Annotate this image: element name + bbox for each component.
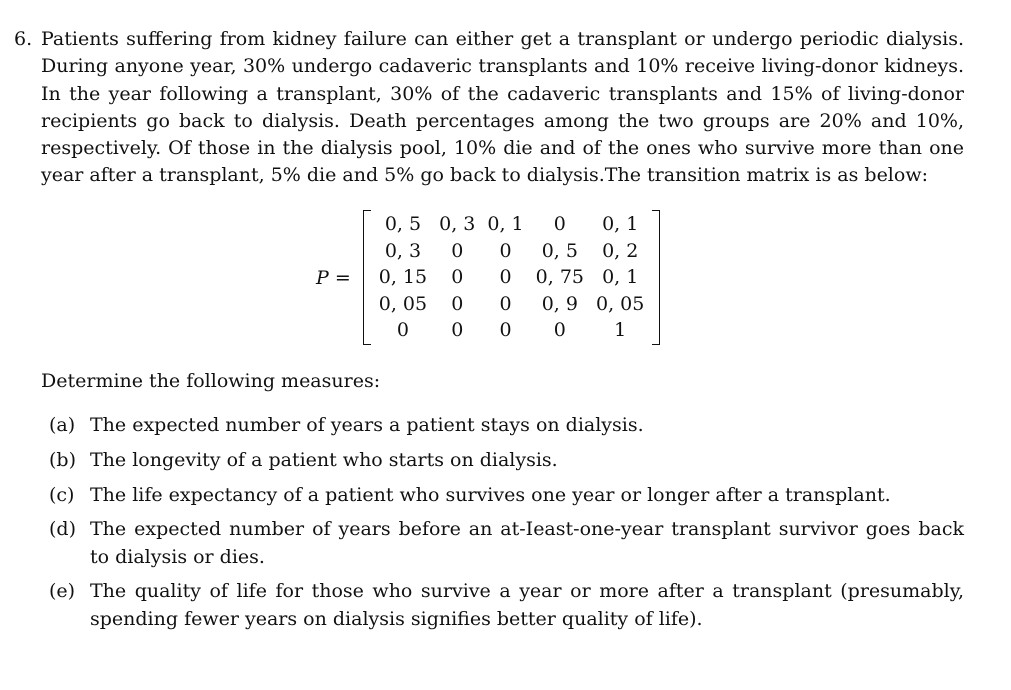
- question-label: (b): [49, 448, 76, 471]
- matrix-row: [373, 238, 651, 265]
- matrix-row: [373, 291, 651, 318]
- matrix-cell: 0, 05: [596, 292, 645, 315]
- matrix-symbol: P: [316, 266, 329, 289]
- question-item: [49, 578, 964, 633]
- matrix-cell: 1: [614, 319, 627, 342]
- matrix-cell: 0: [451, 266, 464, 289]
- matrix-cell: 0: [499, 292, 512, 315]
- matrix-cell: 0, 75: [535, 266, 585, 289]
- question-label: (e): [49, 580, 76, 603]
- matrix-cell: 0: [553, 319, 566, 342]
- matrix-cell: 0: [553, 213, 566, 236]
- matrix-row: [373, 211, 651, 238]
- matrix-cell: 0: [451, 292, 464, 315]
- question-list: [49, 412, 964, 641]
- question-text: The expected number of years a patient stays on dialysis.: [90, 414, 644, 436]
- matrix-label: [316, 267, 351, 289]
- matrix-cell: 0: [499, 239, 512, 262]
- matrix-cell: 0, 2: [602, 239, 639, 262]
- question-label: (c): [49, 483, 75, 506]
- matrix-table: [373, 211, 651, 344]
- question-text: The expected number of years before an at-Ieast-one-year transplant survivor goes back to dialysis or dies.: [90, 518, 964, 568]
- matrix-equals: =: [334, 266, 351, 289]
- question-item: [49, 447, 964, 474]
- question-item: [49, 516, 964, 571]
- matrix-cell: 0, 15: [378, 266, 428, 289]
- question-prompt: Determine the following measures:: [41, 370, 381, 392]
- question-text: The quality of life for those who survive a year or more after a transplant (presumably, spending fewer years on dialysis signifies better quality of life).: [90, 580, 964, 630]
- matrix-cell: 0: [499, 319, 512, 342]
- problem-statement: [14, 26, 964, 190]
- matrix-cell: 0, 1: [487, 213, 524, 236]
- matrix-cell: 0: [451, 319, 464, 342]
- problem-text: Patients suffering from kidney failure can either get a transplant or undergo periodic dialysis. During anyone year, 30% undergo cadaveric transplants and 10% receive living-donor kidneys. In the year following a transplant, 30% of the cadaveric transplants and 15% of living-donor recipients go back to dialysis. Death percentages among the two groups are 20% and 10%, respectively. Of those in the dialysis pool, 10% die and of the ones who survive more than one year after a transplant, 5% die and 5% go back to dialysis.The transition matrix is as below:: [41, 28, 964, 187]
- question-label: (d): [49, 518, 76, 541]
- transition-matrix: [316, 210, 660, 345]
- matrix-cell: 0, 3: [439, 213, 476, 236]
- right-bracket: [652, 210, 660, 345]
- matrix-cell: 0: [451, 239, 464, 262]
- question-text: The longevity of a patient who starts on dialysis.: [90, 448, 558, 471]
- matrix-cell: 0, 9: [541, 292, 578, 315]
- matrix-cell: 0: [396, 319, 409, 342]
- matrix-cell: 0, 05: [378, 292, 428, 315]
- matrix-cell: 0, 5: [541, 239, 578, 262]
- matrix-cell: 0, 1: [602, 213, 639, 236]
- problem-number: 6.: [14, 28, 33, 50]
- matrix-row: [373, 317, 651, 344]
- matrix-row: [373, 264, 651, 291]
- matrix-cell: 0, 5: [384, 213, 422, 236]
- question-item: [49, 482, 964, 509]
- question-label: (a): [49, 414, 76, 436]
- matrix-cell: 0: [499, 266, 512, 289]
- matrix-cell: 0, 1: [602, 266, 639, 289]
- question-text: The life expectancy of a patient who survives one year or longer after a transplant.: [90, 483, 891, 506]
- matrix-cell: 0, 3: [384, 239, 422, 262]
- question-item: [49, 412, 964, 439]
- left-bracket: [363, 210, 371, 345]
